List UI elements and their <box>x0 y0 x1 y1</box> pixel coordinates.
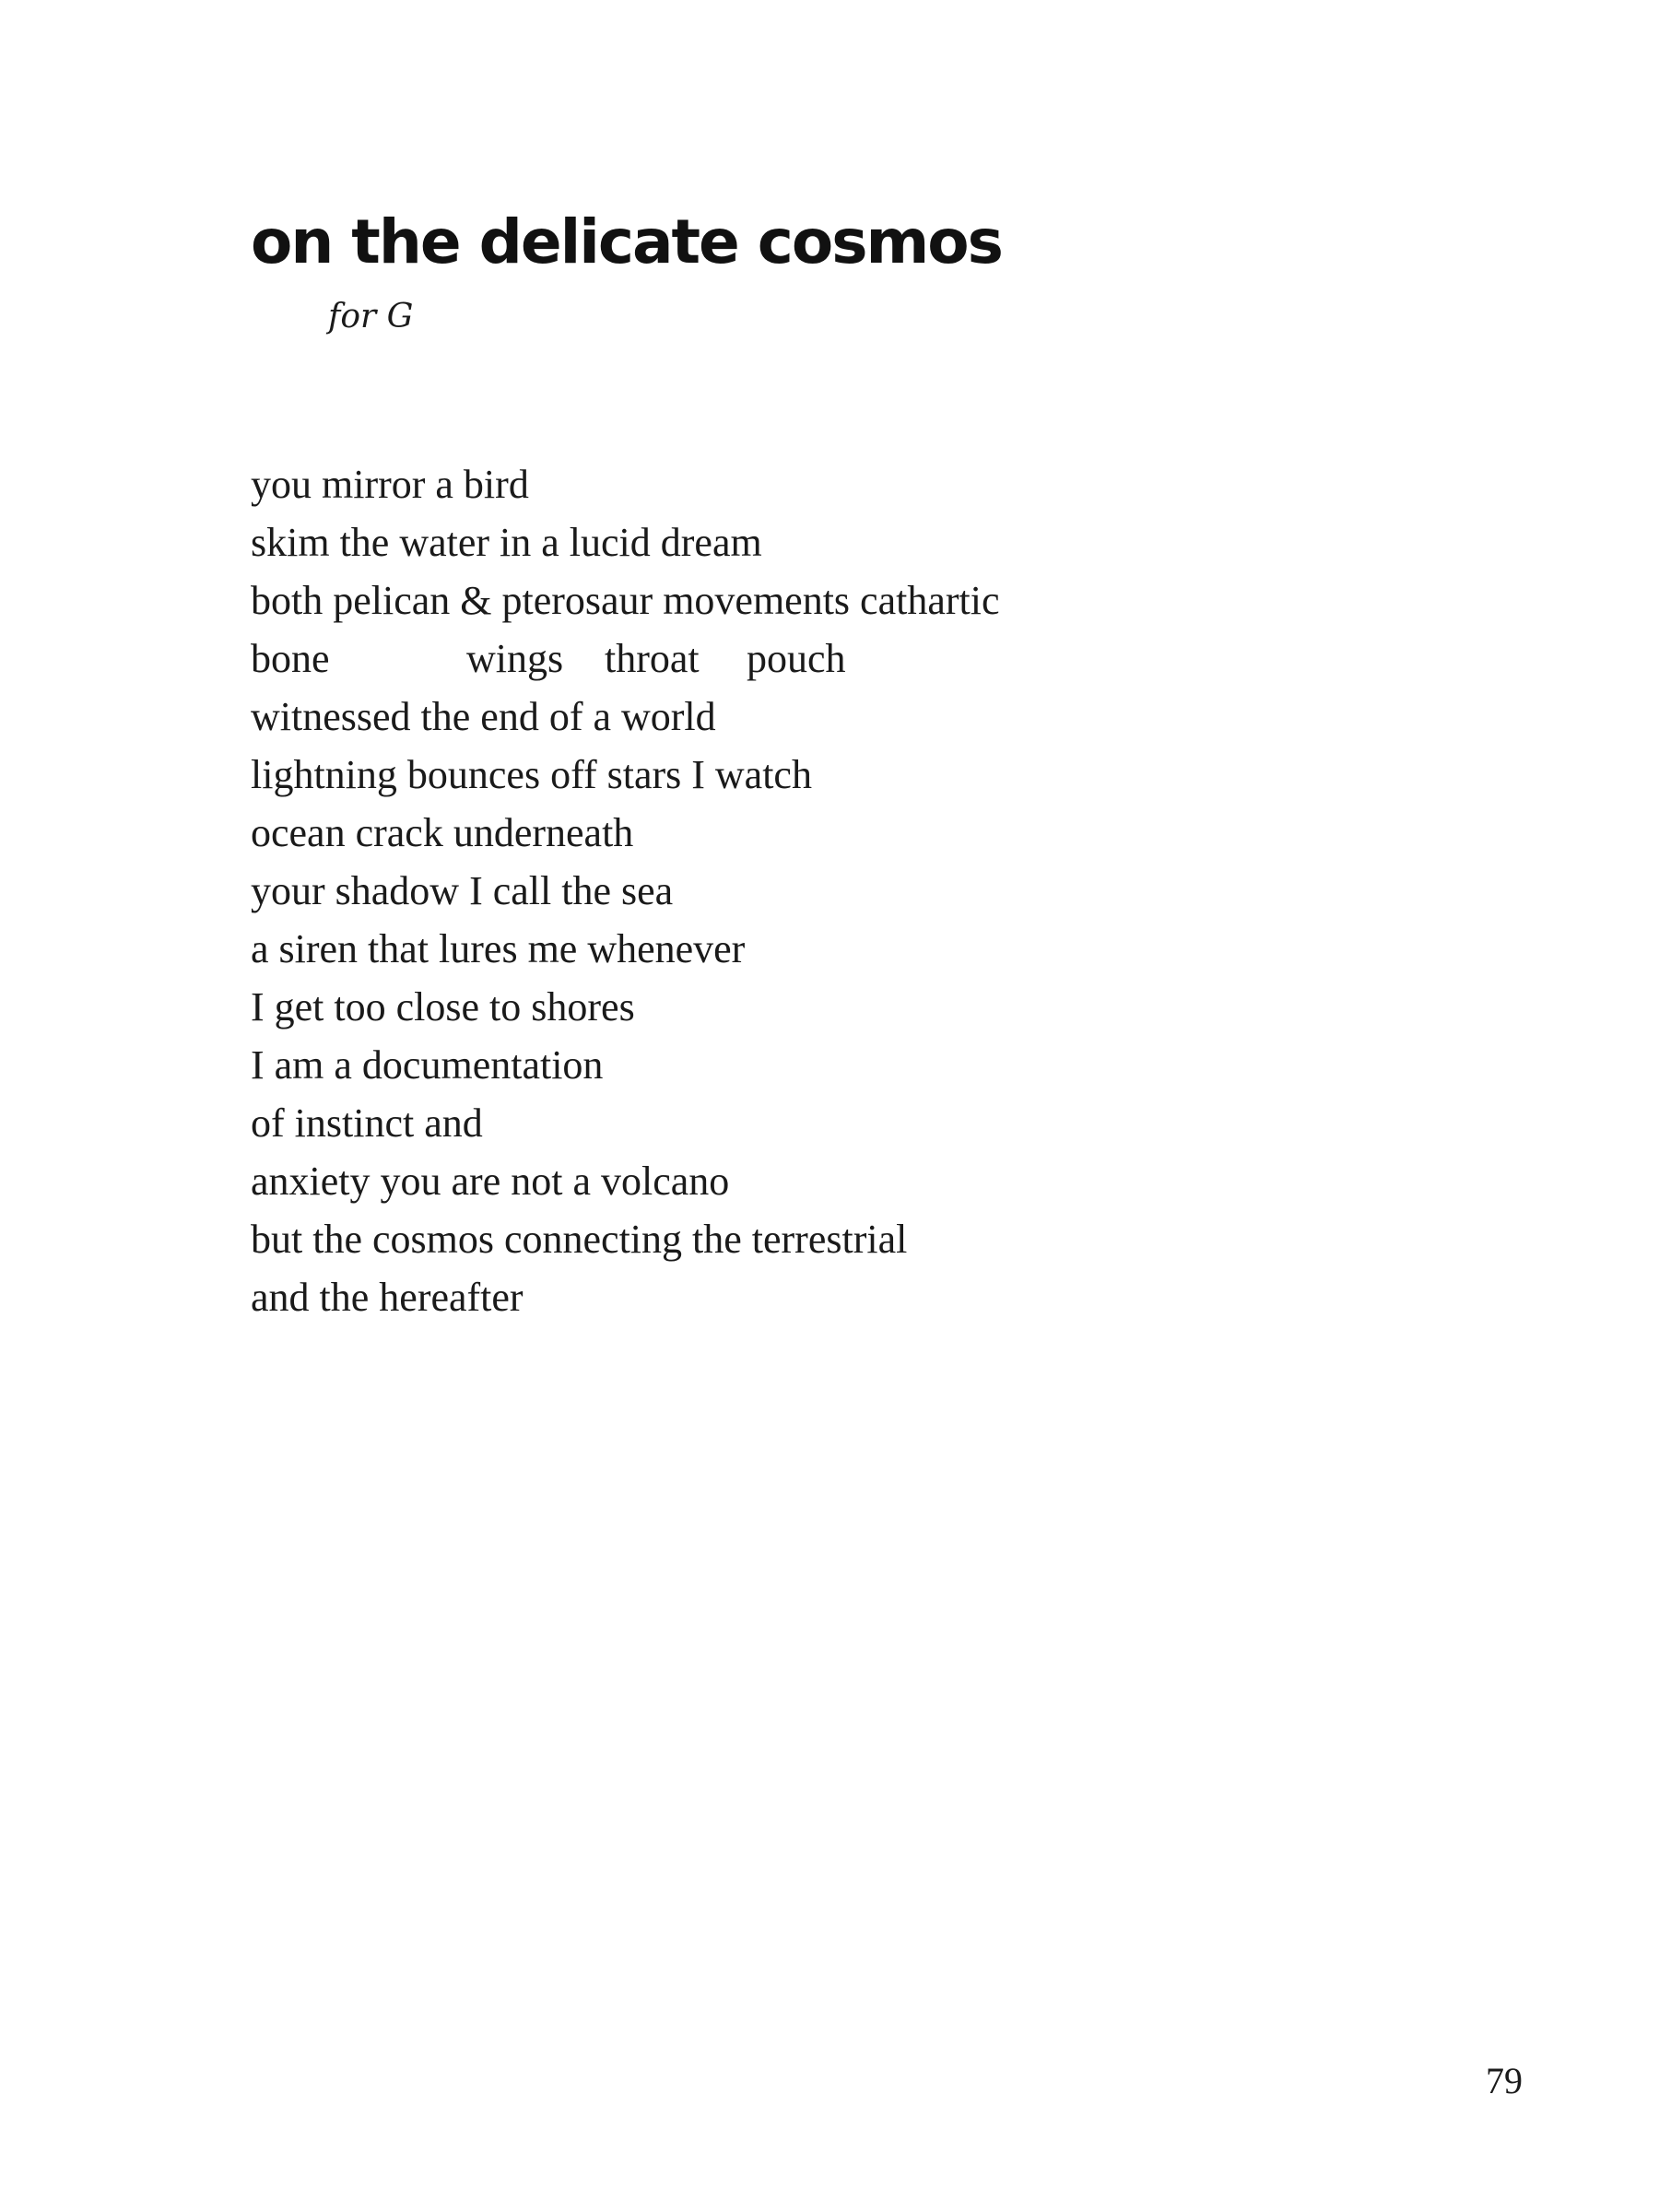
poem-line: skim the water in a lucid dream <box>251 520 762 565</box>
poem-word-bone: bone <box>251 636 330 681</box>
poem-body <box>251 455 1000 1326</box>
poem-line: but the cosmos connecting the terrestrial <box>251 1217 908 1262</box>
poem-line: your shadow I call the sea <box>251 868 674 913</box>
poem-line: I am a documentation <box>251 1042 604 1088</box>
poem-line-spaced <box>251 629 1000 688</box>
poem-line: witnessed the end of a world <box>251 694 716 739</box>
poem-word-pouch: pouch <box>747 636 846 681</box>
poem-word-throat: throat <box>605 636 700 681</box>
poem-line: lightning bounces off stars I watch <box>251 752 812 797</box>
page-number: 79 <box>1486 2060 1523 2101</box>
poem-line: anxiety you are not a volcano <box>251 1159 730 1204</box>
poem-word-wings: wings <box>466 636 564 681</box>
poem-line: a siren that lures me whenever <box>251 926 746 971</box>
poem-line: of instinct and <box>251 1100 483 1146</box>
poem-dedication: for G <box>328 298 414 335</box>
poem-line: ocean crack underneath <box>251 810 634 855</box>
poem-line: and the hereafter <box>251 1275 524 1320</box>
poem-line: you mirror a bird <box>251 462 529 507</box>
poem-line: both pelican & pterosaur movements cathartic <box>251 578 1000 623</box>
poem-title: on the delicate cosmos <box>251 206 1002 277</box>
poem-line: I get too close to shores <box>251 984 635 1030</box>
